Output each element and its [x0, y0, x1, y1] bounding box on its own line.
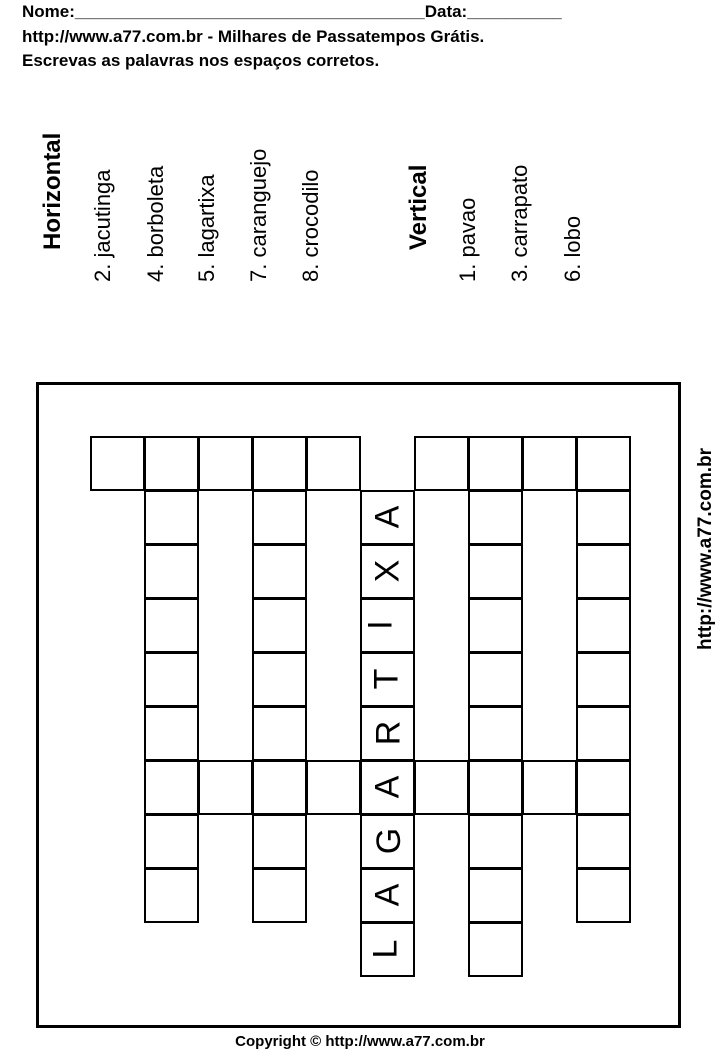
instructions: Escrevas as palavras nos espaços corretos. — [22, 51, 380, 70]
grid-cell[interactable] — [252, 868, 307, 923]
grid-cell[interactable] — [414, 760, 469, 815]
grid-cell[interactable] — [252, 814, 307, 869]
grid-letter: L — [366, 939, 405, 959]
grid-cell[interactable] — [468, 544, 523, 599]
grid-cell[interactable] — [252, 490, 307, 545]
horizontal-heading: Horizontal — [39, 132, 66, 250]
copyright: Copyright © http://www.a77.com.br — [235, 1033, 485, 1050]
side-url: http://www.a77.com.br — [695, 448, 716, 650]
grid-cell[interactable] — [468, 490, 523, 545]
grid-letter: I — [361, 620, 400, 630]
grid-cell[interactable] — [468, 652, 523, 707]
grid-cell[interactable] — [576, 760, 631, 815]
grid-cell[interactable] — [576, 652, 631, 707]
vertical-heading: Vertical — [405, 164, 432, 250]
grid-cell[interactable] — [468, 760, 523, 815]
grid-letter: A — [368, 883, 407, 907]
vertical-clue: 3. carrapato — [507, 164, 532, 282]
grid-cell[interactable] — [576, 814, 631, 869]
grid-cell[interactable] — [576, 598, 631, 653]
grid-cell[interactable] — [252, 436, 307, 491]
grid-cell[interactable] — [576, 706, 631, 761]
name-date-line: Nome:_____________________________________Data:__________ — [22, 2, 562, 21]
grid-cell[interactable] — [144, 436, 199, 491]
vertical-clue: 1. pavao — [455, 197, 480, 282]
grid-cell[interactable] — [468, 922, 523, 977]
grid-cell[interactable] — [576, 436, 631, 491]
grid-letter: X — [368, 559, 407, 583]
horizontal-clue: 7. caranguejo — [246, 148, 271, 282]
grid-cell[interactable] — [90, 436, 145, 491]
grid-cell[interactable] — [468, 706, 523, 761]
grid-cell[interactable] — [306, 436, 361, 491]
grid-letter: A — [368, 505, 407, 529]
horizontal-clue: 5. lagartixa — [194, 174, 219, 282]
grid-cell[interactable] — [414, 436, 469, 491]
grid-cell[interactable] — [144, 760, 199, 815]
grid-cell[interactable] — [468, 436, 523, 491]
grid-cell[interactable] — [576, 868, 631, 923]
grid-cell[interactable] — [468, 814, 523, 869]
grid-cell[interactable] — [252, 598, 307, 653]
grid-cell[interactable] — [252, 544, 307, 599]
grid-cell[interactable] — [144, 544, 199, 599]
grid-cell[interactable] — [144, 868, 199, 923]
grid-cell[interactable] — [576, 490, 631, 545]
grid-letter: R — [369, 720, 408, 746]
grid-cell[interactable] — [252, 706, 307, 761]
grid-cell[interactable] — [144, 652, 199, 707]
site-line: http://www.a77.com.br - Milhares de Passatempos Grátis. — [22, 27, 485, 46]
grid-letter: T — [367, 668, 406, 690]
grid-cell[interactable] — [144, 490, 199, 545]
horizontal-clue: 2. jacutinga — [90, 169, 115, 282]
horizontal-clue: 8. crocodilo — [298, 169, 323, 282]
grid-cell[interactable] — [576, 544, 631, 599]
grid-cell[interactable] — [198, 436, 253, 491]
grid-cell[interactable] — [468, 598, 523, 653]
horizontal-clue: 4. borboleta — [143, 165, 168, 282]
grid-cell[interactable] — [306, 760, 361, 815]
grid-cell[interactable] — [522, 760, 577, 815]
grid-cell[interactable] — [144, 706, 199, 761]
grid-cell[interactable] — [252, 652, 307, 707]
grid-letter: A — [368, 775, 407, 799]
grid-cell[interactable] — [198, 760, 253, 815]
grid-cell[interactable] — [252, 760, 307, 815]
vertical-clue: 6. lobo — [560, 215, 585, 282]
grid-cell[interactable] — [468, 868, 523, 923]
grid-cell[interactable] — [522, 436, 577, 491]
grid-letter: G — [370, 827, 409, 855]
grid-cell[interactable] — [144, 814, 199, 869]
grid-cell[interactable] — [144, 598, 199, 653]
